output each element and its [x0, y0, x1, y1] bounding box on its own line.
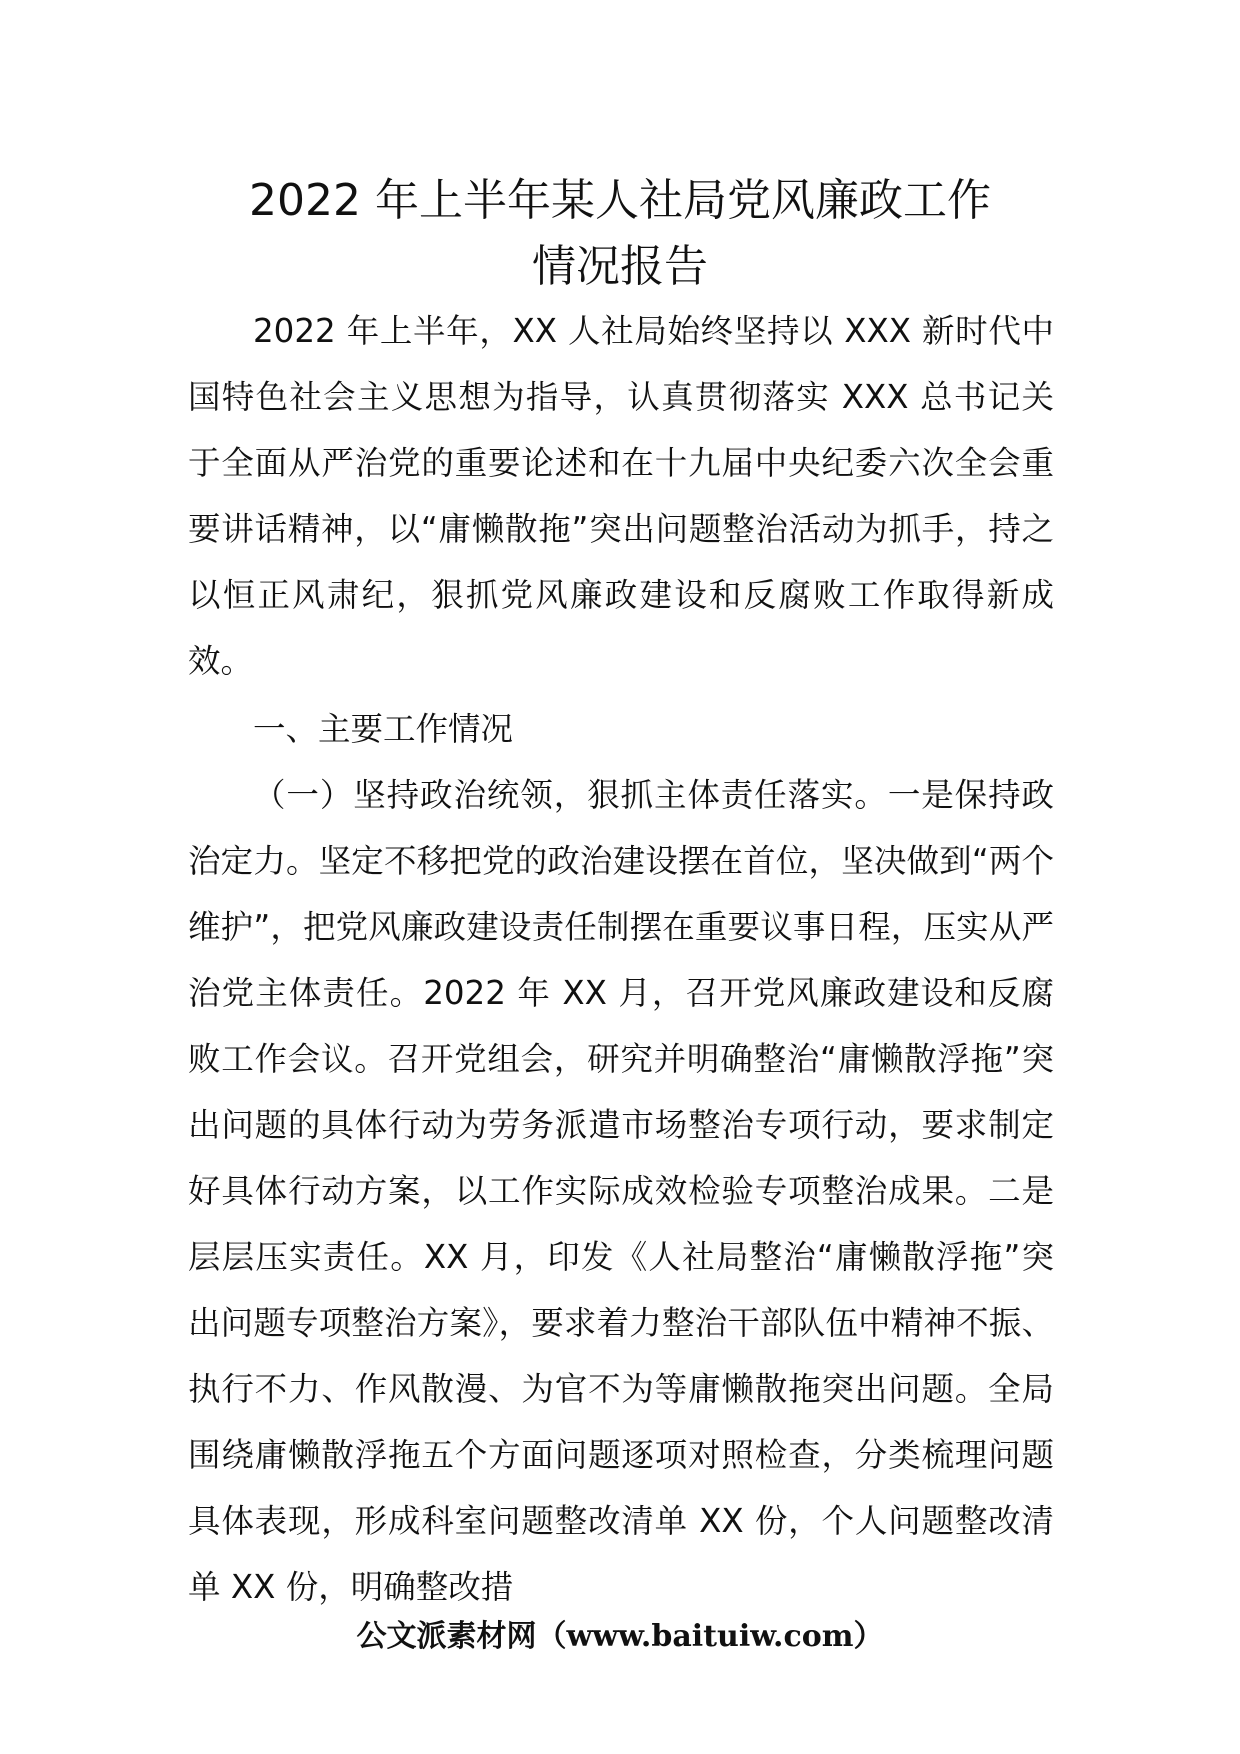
section-heading: 一、主要工作情况: [253, 710, 514, 748]
document-title-line-1: 2022 年上半年某人社局党风廉政工作: [249, 175, 991, 226]
document-title-line-2: 情况报告: [532, 241, 708, 292]
footer-watermark: 公文派素材网（www.baituiw.com）: [356, 1619, 884, 1654]
paragraph-section-1: （一）坚持政治统领，狠抓主体责任落实。一是保持政治定力。坚定不移把党的政治建设摆在首位，坚决做到“两个维护”，把党风廉政建设责任制摆在重要议事日程，压实从严治党主体责任。2022 年 XX 月，召开党风廉政建设和反腐败工作会议。召开党组会，研究并明确整治“庸懒散浮拖”突出问题的具体行动为劳务派遣市场整治专项行动，要求制定好具体行动方案，以工作实际成效检验专项整治成果。二是层层压实责任。XX 月，印发《人社局整治“庸懒散浮拖”突出问题专项整治方案》，要求着力整治干部队伍中精神不振、执行不力、作风散漫、为官不为等庸懒散拖突出问题。全局围绕庸懒散浮拖五个方面问题逐项对照检查，分类梳理问题具体表现，形成科室问题整改清单 XX 份，个人问题整改清单 XX 份，明确整改措: [188, 776, 1054, 1606]
paragraph-intro: 2022 年上半年，XX 人社局始终坚持以 XXX 新时代中国特色社会主义思想为指导，认真贯彻落实 XXX 总书记关于全面从严治党的重要论述和在十九届中央纪委六次全会重要讲话精神，以“庸懒散拖”突出问题整治活动为抓手，持之以恒正风肃纪，狠抓党风廉政建设和反腐败工作取得新成效。: [188, 312, 1054, 680]
